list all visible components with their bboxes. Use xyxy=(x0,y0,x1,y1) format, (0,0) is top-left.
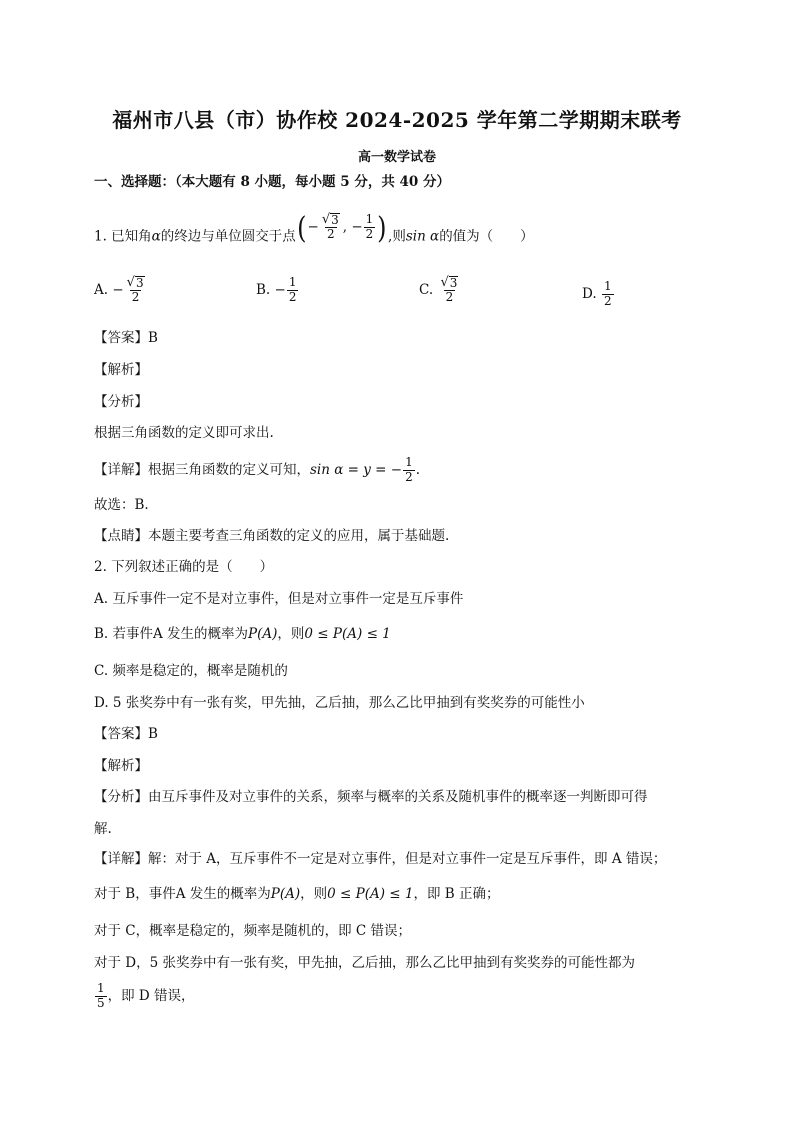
q1-analysis-head: 【解析】 xyxy=(94,362,148,378)
q2-answer: 【答案】B xyxy=(94,726,158,742)
q1-stem-end: 的值为（ ） xyxy=(439,228,534,245)
q1-point-close: ) xyxy=(377,211,387,246)
q1-point-x: √ 3 2 xyxy=(321,211,339,241)
q1-detail: 【详解】根据三角函数的定义可知，sin α = y = − $\frac{1}{2}$ . xyxy=(94,455,421,484)
q1-point: − √ 3 2 , − $\frac{1}{2}$ xyxy=(307,211,374,241)
q2-detail-line1: 【详解】解：对于 A，互斥事件不一定是对立事件，但是对立事件一定是互斥事件，即 A 错误； xyxy=(94,851,667,867)
q1-option-c: C. √ 3 2 xyxy=(419,275,458,305)
q1-detail-math: sin α = y = − xyxy=(310,461,403,478)
q1-option-d: D. $\frac{1}{2}$ xyxy=(582,279,612,308)
q2-option-a: A. 互斥事件一定不是对立事件，但是对立事件一定是互斥事件 xyxy=(94,591,464,607)
q2-fenxi-line2: 解. xyxy=(94,821,112,837)
q1-option-b: B. − $\frac{1}{2}$ xyxy=(256,275,297,304)
q2-analysis-head: 【解析】 xyxy=(94,758,148,774)
q1-stem-post: 则 xyxy=(392,228,406,245)
q1-alpha: α xyxy=(151,228,161,245)
q2-detail-line4: 对于 D，5 张奖券中有一张有奖，甲先抽，乙后抽，那么乙比甲抽到有奖奖券的可能性都为 xyxy=(94,955,635,971)
q1-comment: 【点睛】本题主要考查三角函数的定义的应用，属于基础题. xyxy=(94,528,450,544)
q1-answer: 【答案】B xyxy=(94,330,158,346)
q2-detail-line5: $\frac{1}{5}$ ，即 D 错误， xyxy=(97,981,195,1010)
q2-option-b: B. 若事件A 发生的概率为P(A)，则0 ≤ P(A) ≤ 1 xyxy=(94,626,391,642)
q1-fenxi-text: 根据三角函数的定义即可求出. xyxy=(94,425,274,441)
q1-point-y: $\frac{1}{2}$ xyxy=(365,211,374,241)
exam-title: 福州市八县（市）协作校 2024-2025 学年第二学期期末联考 xyxy=(112,108,682,132)
q2-stem: 2. 下列叙述正确的是（ ） xyxy=(94,559,274,575)
q1-choose: 故选：B. xyxy=(94,497,149,513)
q1-stem: 1. 已知角α的终边与单位圆交于点(− √ 3 2 , − $\frac{1}{2}$ ),则sin α的值为（ ） xyxy=(94,211,534,246)
q1-fenxi-head: 【分析】 xyxy=(94,394,148,410)
q1-point-open: ( xyxy=(296,211,307,246)
section-heading: 一、选择题：（本大题有 8 小题，每小题 5 分，共 40 分） xyxy=(94,174,451,190)
q1-stem-mid: 的终边与单位圆交于点 xyxy=(160,228,296,245)
q2-option-d: D. 5 张奖券中有一张有奖，甲先抽，乙后抽，那么乙比甲抽到有奖奖券的可能性小 xyxy=(94,695,585,711)
q2-detail-line2: 对于 B，事件A 发生的概率为P(A)，则0 ≤ P(A) ≤ 1，即 B 正确； xyxy=(94,886,500,902)
q2-fenxi-line1: 【分析】由互斥事件及对立事件的关系，频率与概率的关系及随机事件的概率逐一判断即可得 xyxy=(94,789,648,805)
q2-option-c: C. 频率是稳定的，概率是随机的 xyxy=(94,663,288,679)
q1-stem-pre: 1. 已知角 xyxy=(94,228,152,245)
q2-detail-line3: 对于 C，概率是稳定的，频率是随机的，即 C 错误； xyxy=(94,923,412,939)
exam-subtitle: 高一数学试卷 xyxy=(357,150,436,165)
q1-option-a: A. − √ 3 2 xyxy=(94,275,144,305)
q1-sin-alpha: sin α xyxy=(405,228,440,245)
